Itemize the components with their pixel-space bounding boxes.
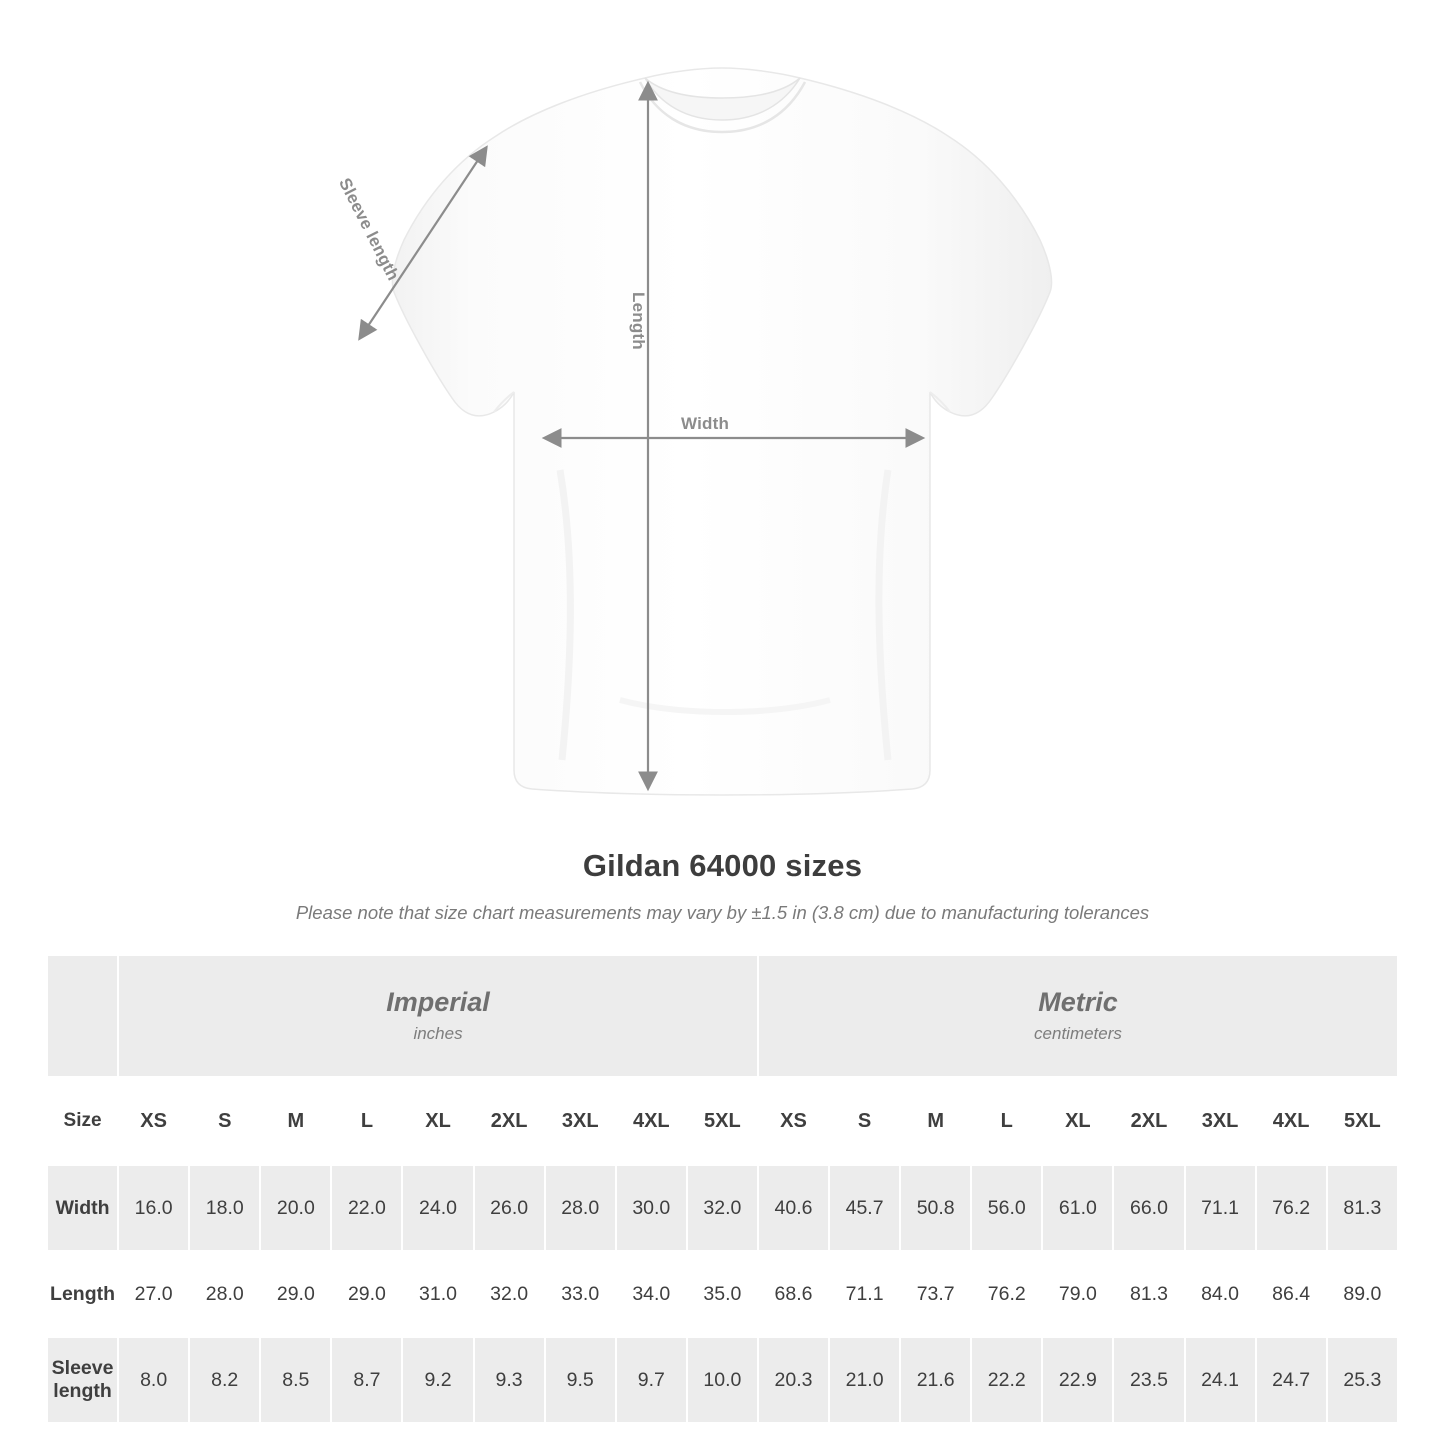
width-imperial-xl: 24.0 [402, 1165, 473, 1251]
sleeve-metric-l: 22.2 [971, 1337, 1042, 1423]
size-col-metric-xs: XS [758, 1077, 829, 1165]
row-label-sleeve-length: Sleeve length [47, 1337, 118, 1423]
width-metric-5xl: 81.3 [1327, 1165, 1398, 1251]
width-imperial-3xl: 28.0 [545, 1165, 616, 1251]
width-imperial-xs: 16.0 [118, 1165, 189, 1251]
sleeve-imperial-l: 8.7 [331, 1337, 402, 1423]
unit-header-metric [758, 955, 1398, 1077]
size-col-imperial-l: L [331, 1077, 402, 1165]
tolerance-note: Please note that size chart measurements may vary by ±1.5 in (3.8 cm) due to manufacturing tolerances [295, 902, 1150, 923]
length-metric-2xl: 81.3 [1113, 1251, 1184, 1337]
size-col-imperial-xl: XL [402, 1077, 473, 1165]
table-row [47, 1251, 1398, 1337]
size-col-imperial-5xl: 5XL [687, 1077, 758, 1165]
width-metric-4xl: 76.2 [1256, 1165, 1327, 1251]
width-imperial-m: 20.0 [260, 1165, 331, 1251]
sleeve-imperial-5xl: 10.0 [687, 1337, 758, 1423]
sleeve-imperial-2xl: 9.3 [474, 1337, 545, 1423]
width-imperial-2xl: 26.0 [474, 1165, 545, 1251]
table-row [47, 1337, 1398, 1423]
length-metric-l: 76.2 [971, 1251, 1042, 1337]
unit-metric-name: Metric [1038, 987, 1118, 1018]
width-metric-xs: 40.6 [758, 1165, 829, 1251]
width-metric-3xl: 71.1 [1185, 1165, 1256, 1251]
size-header-row [47, 1077, 1398, 1165]
unit-imperial-name: Imperial [386, 987, 490, 1018]
length-imperial-l: 29.0 [331, 1251, 402, 1337]
size-col-imperial-m: M [260, 1077, 331, 1165]
title-block [0, 848, 1445, 924]
size-table [46, 954, 1399, 1424]
length-metric-m: 73.7 [900, 1251, 971, 1337]
length-metric-s: 71.1 [829, 1251, 900, 1337]
width-imperial-5xl: 32.0 [687, 1165, 758, 1251]
size-col-metric-l: L [971, 1077, 1042, 1165]
length-imperial-2xl: 32.0 [474, 1251, 545, 1337]
size-col-imperial-4xl: 4XL [616, 1077, 687, 1165]
sleeve-metric-xs: 20.3 [758, 1337, 829, 1423]
sleeve-imperial-s: 8.2 [189, 1337, 260, 1423]
width-imperial-l: 22.0 [331, 1165, 402, 1251]
sleeve-metric-5xl: 25.3 [1327, 1337, 1398, 1423]
width-label: Width [681, 414, 730, 433]
length-label: Length [629, 292, 648, 350]
length-imperial-m: 29.0 [260, 1251, 331, 1337]
sleeve-length-label: Sleeve length [335, 175, 403, 284]
length-metric-5xl: 89.0 [1327, 1251, 1398, 1337]
length-metric-3xl: 84.0 [1185, 1251, 1256, 1337]
length-imperial-xs: 27.0 [118, 1251, 189, 1337]
size-table-wrap [46, 954, 1399, 1424]
sleeve-imperial-xl: 9.2 [402, 1337, 473, 1423]
table-row [47, 1165, 1398, 1251]
unit-metric-sub: centimeters [1034, 1023, 1122, 1043]
width-imperial-s: 18.0 [189, 1165, 260, 1251]
sleeve-imperial-xs: 8.0 [118, 1337, 189, 1423]
sleeve-metric-m: 21.6 [900, 1337, 971, 1423]
length-imperial-4xl: 34.0 [616, 1251, 687, 1337]
size-col-imperial-3xl: 3XL [545, 1077, 616, 1165]
row-label-width: Width [47, 1165, 118, 1251]
width-metric-s: 45.7 [829, 1165, 900, 1251]
size-col-metric-3xl: 3XL [1185, 1077, 1256, 1165]
length-imperial-s: 28.0 [189, 1251, 260, 1337]
width-metric-2xl: 66.0 [1113, 1165, 1184, 1251]
size-col-metric-2xl: 2XL [1113, 1077, 1184, 1165]
width-imperial-4xl: 30.0 [616, 1165, 687, 1251]
width-metric-xl: 61.0 [1042, 1165, 1113, 1251]
size-col-metric-m: M [900, 1077, 971, 1165]
size-col-imperial-xs: XS [118, 1077, 189, 1165]
size-col-metric-s: S [829, 1077, 900, 1165]
sleeve-imperial-3xl: 9.5 [545, 1337, 616, 1423]
width-metric-m: 50.8 [900, 1165, 971, 1251]
size-col-metric-5xl: 5XL [1327, 1077, 1398, 1165]
size-header-label: Size [47, 1077, 118, 1165]
sleeve-metric-2xl: 23.5 [1113, 1337, 1184, 1423]
width-metric-l: 56.0 [971, 1165, 1042, 1251]
size-col-imperial-2xl: 2XL [474, 1077, 545, 1165]
sleeve-imperial-4xl: 9.7 [616, 1337, 687, 1423]
sleeve-metric-3xl: 24.1 [1185, 1337, 1256, 1423]
length-metric-xs: 68.6 [758, 1251, 829, 1337]
sleeve-metric-4xl: 24.7 [1256, 1337, 1327, 1423]
sleeve-metric-s: 21.0 [829, 1337, 900, 1423]
row-label-length: Length [47, 1251, 118, 1337]
unit-imperial-sub: inches [413, 1023, 463, 1043]
unit-header-imperial [118, 955, 758, 1077]
length-imperial-xl: 31.0 [402, 1251, 473, 1337]
sleeve-imperial-m: 8.5 [260, 1337, 331, 1423]
length-metric-xl: 79.0 [1042, 1251, 1113, 1337]
page-title: Gildan 64000 sizes [582, 848, 863, 883]
length-imperial-5xl: 35.0 [687, 1251, 758, 1337]
size-col-metric-4xl: 4XL [1256, 1077, 1327, 1165]
unit-header-spacer [47, 955, 118, 1077]
unit-header-row [47, 955, 1398, 1077]
size-col-imperial-s: S [189, 1077, 260, 1165]
sleeve-metric-xl: 22.9 [1042, 1337, 1113, 1423]
size-col-metric-xl: XL [1042, 1077, 1113, 1165]
length-imperial-3xl: 33.0 [545, 1251, 616, 1337]
length-metric-4xl: 86.4 [1256, 1251, 1327, 1337]
